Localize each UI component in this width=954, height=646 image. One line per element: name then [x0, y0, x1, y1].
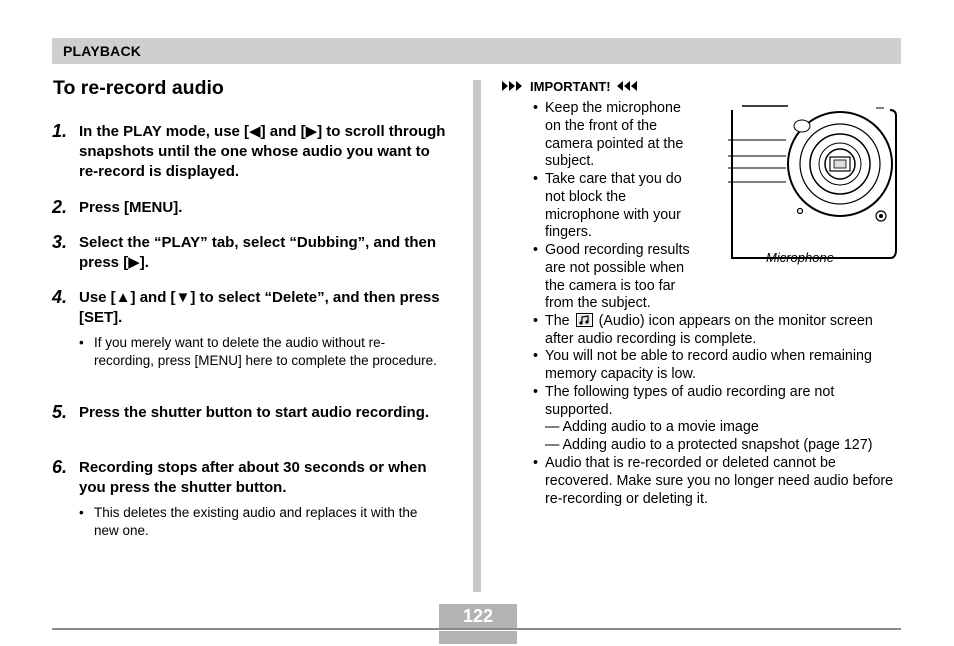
note-text: If you merely want to delete the audio without re-recording, press [MENU] here to complete the procedure.: [94, 335, 437, 368]
arrow-right-icon: [502, 80, 524, 92]
bullet: •: [533, 348, 539, 364]
step-text: Use [▲] and [▼] to select “Delete”, and then press [SET].: [79, 289, 440, 326]
important-item: [533, 242, 705, 313]
sub-item: — Adding audio to a protected snapshot (page 127): [545, 437, 873, 453]
item-text: Take care that you do not block the microphone with your fingers.: [545, 171, 682, 241]
step-text: Recording stops after about 30 seconds or when you press the shutter button.: [79, 459, 427, 496]
step-text: Select the “PLAY” tab, select “Dubbing”, and then press [▶].: [79, 234, 437, 271]
step-6-note: [79, 504, 439, 540]
page-number: 122: [462, 606, 494, 626]
important-item: [533, 455, 895, 508]
camera-illustration: [728, 100, 900, 270]
step-number: 6.: [52, 457, 68, 477]
step-number: 3.: [52, 232, 68, 252]
bullet: •: [533, 171, 539, 187]
step-number: 4.: [52, 287, 68, 307]
item-text-pre: The: [545, 313, 570, 329]
item-text: You will not be able to record audio when remaining memory capacity is low.: [545, 348, 872, 382]
arrow-left-icon: [615, 80, 637, 92]
page-number-base: [439, 631, 517, 644]
important-heading: [502, 78, 637, 94]
item-text: Good recording results are not possible when the camera is too far from the subject.: [545, 242, 690, 312]
page-title: To re-record audio: [53, 77, 224, 99]
bullet: •: [79, 505, 84, 520]
important-item: [533, 171, 699, 242]
sub-item: — Adding audio to a movie image: [545, 419, 759, 435]
item-text: Audio that is re-recorded or deleted cannot be recovered. Make sure you no longer need audio before re-recording or deleting it.: [545, 455, 894, 507]
step-text: Press the shutter button to start audio recording.: [79, 404, 430, 421]
item-text: [533, 313, 895, 349]
bullet: •: [79, 335, 84, 350]
important-item: [533, 313, 895, 349]
step-4-note: [79, 334, 439, 370]
section-header-bar: [52, 38, 901, 64]
bullet: •: [533, 384, 539, 400]
bullet: •: [533, 242, 539, 258]
bullet: •: [533, 455, 539, 471]
step-number: 2.: [52, 197, 68, 217]
figure-caption: Microphone: [766, 250, 834, 265]
step-text: Press [MENU].: [79, 199, 183, 216]
audio-icon: [576, 313, 593, 327]
bullet: •: [533, 100, 539, 116]
important-item: [533, 348, 895, 384]
item-text: Keep the microphone on the front of the camera pointed at the subject.: [545, 100, 684, 170]
step-number: 5.: [52, 402, 68, 422]
footer-rule: [52, 628, 901, 630]
important-item: [533, 100, 699, 171]
important-item: [533, 384, 895, 420]
step-number: 1.: [52, 121, 68, 141]
bullet: •: [533, 313, 539, 329]
important-label: IMPORTANT!: [530, 78, 611, 94]
page-number-box: [439, 604, 517, 644]
item-text-post: (Audio) icon appears on the monitor screen after audio recording is complete.: [545, 313, 873, 347]
step-text: In the PLAY mode, use [◀] and [▶] to scroll through snapshots until the one whose audio you want to re-record is displayed.: [79, 123, 446, 180]
note-text: This deletes the existing audio and replaces it with the new one.: [94, 505, 418, 538]
column-divider: [473, 80, 481, 592]
section-label: PLAYBACK: [63, 43, 142, 59]
item-text: The following types of audio recording are not supported.: [545, 384, 835, 418]
